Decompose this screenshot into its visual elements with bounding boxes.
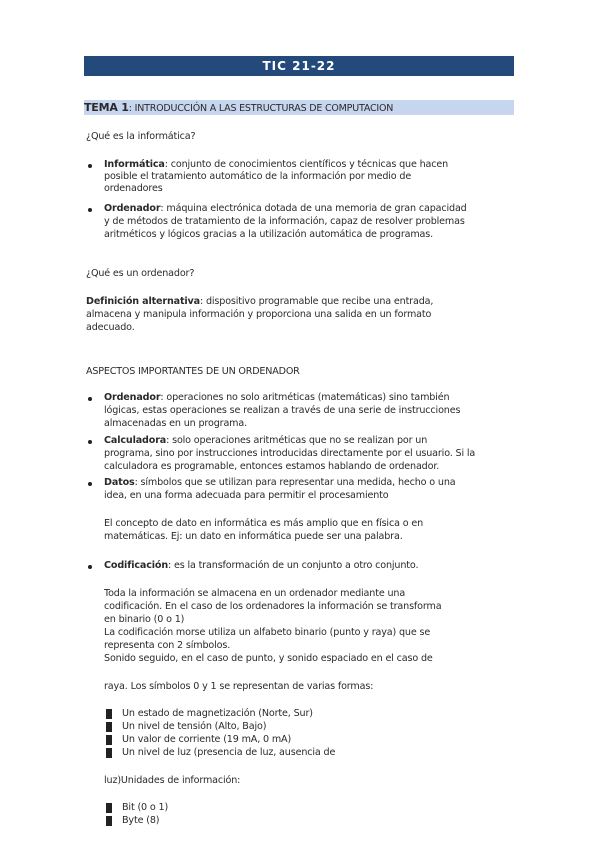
term: Calculadora [104,435,167,446]
def-ordenador-line: aritméticos y lógicos gracias a la utilización automática de programas. [104,229,434,240]
alt-definition-line: almacena y manipula información y proporciona una salida en un formato [86,309,432,320]
aspect-calculadora [104,435,427,447]
term: Informática [104,159,165,170]
text: : máquina electrónica dotada de una memoria de gran capacidad [160,203,467,214]
bullet-dot [88,482,92,486]
topic-header [84,100,514,115]
units-heading: luz)Unidades de información: [104,775,241,786]
term: Ordenador [104,392,161,403]
square-bullet [106,709,112,719]
term: Ordenador [104,203,161,214]
square-bullet [106,803,112,813]
form-item: Un nivel de luz (presencia de luz, ausencia de [122,747,336,758]
text: : es la transformación de un conjunto a otro conjunto. [168,560,419,571]
coding-text: Sonido seguido, en el caso de punto, y sonido espaciado en el caso de [104,653,433,664]
term: Definición alternativa [86,296,200,307]
text: : solo operaciones aritméticas que no se realizan por un [166,435,428,446]
form-item: Un nivel de tensión (Alto, Bajo) [122,721,267,732]
bullet-dot [88,164,92,168]
bullet-dot [88,208,92,212]
def-ordenador [104,203,467,215]
unit-item: Byte (8) [122,815,160,826]
aspect-datos [104,477,456,489]
coding-text: raya. Los símbolos 0 y 1 se representan de varias formas: [104,681,374,692]
square-bullet [106,748,112,758]
aspect-calculadora-line: programa, sino por instrucciones introducidas directamente por el usuario. Si la [104,448,476,459]
def-informatica [104,159,448,171]
bullet-dot [88,440,92,444]
unit-item: Bit (0 o 1) [122,802,169,813]
aspect-ordenador [104,392,449,404]
coding-text: Toda la información se almacena en un ordenador mediante una [104,588,406,599]
text: : conjunto de conocimientos científicos y técnicas que hacen [164,159,449,170]
bullet-dot [88,565,92,569]
aspect-datos-line: idea, en una forma adecuada para permitir el procesamiento [104,490,389,501]
course-banner: TIC 21-22 [84,56,514,76]
def-informatica-line: posible el tratamiento automático de la información por medio de [104,171,412,182]
square-bullet [106,722,112,732]
data-note: El concepto de dato en informática es más amplio que en física o en [104,518,423,529]
alt-definition [86,296,433,308]
form-item: Un estado de magnetización (Norte, Sur) [122,708,313,719]
bullet-dot [88,397,92,401]
text: : dispositivo programable que recibe una entrada, [199,296,434,307]
aspects-heading: ASPECTOS IMPORTANTES DE UN ORDENADOR [86,366,300,377]
coding-text: codificación. En el caso de los ordenadores la información se transforma [104,601,442,612]
aspect-codificacion [104,560,418,572]
topic-label: TEMA 1 [84,101,129,114]
term: Datos [104,477,135,488]
coding-text: La codificación morse utiliza un alfabeto binario (punto y raya) que se [104,627,431,638]
def-informatica-line: ordenadores [104,183,163,194]
question-informatica: ¿Qué es la informática? [86,131,196,142]
question-ordenador: ¿Qué es un ordenador? [86,268,195,279]
text: : operaciones no solo aritméticas (matemáticas) sino también [160,392,450,403]
term: Codificación [104,560,169,571]
square-bullet [106,735,112,745]
coding-text: representa con 2 símbolos. [104,640,231,651]
alt-definition-line: adecuado. [86,322,135,333]
coding-text: en binario (0 o 1) [104,614,185,625]
def-ordenador-line: y de métodos de tratamiento de la información, capaz de resolver problemas [104,216,465,227]
aspect-calculadora-line: calculadora es programable, entonces estamos hablando de ordenador. [104,461,440,472]
aspect-ordenador-line: lógicas, estas operaciones se realizan a través de una serie de instrucciones [104,405,461,416]
aspect-ordenador-line: almacenadas en un programa. [104,418,247,429]
text: : símbolos que se utilizan para representar una medida, hecho o una [134,477,456,488]
data-note: matemáticas. Ej: un dato en informática puede ser una palabra. [104,531,403,542]
square-bullet [106,816,112,826]
topic-title: : INTRODUCCIÓN A LAS ESTRUCTURAS DE COMPUTACION [128,103,394,114]
form-item: Un valor de corriente (19 mA, 0 mA) [122,734,292,745]
